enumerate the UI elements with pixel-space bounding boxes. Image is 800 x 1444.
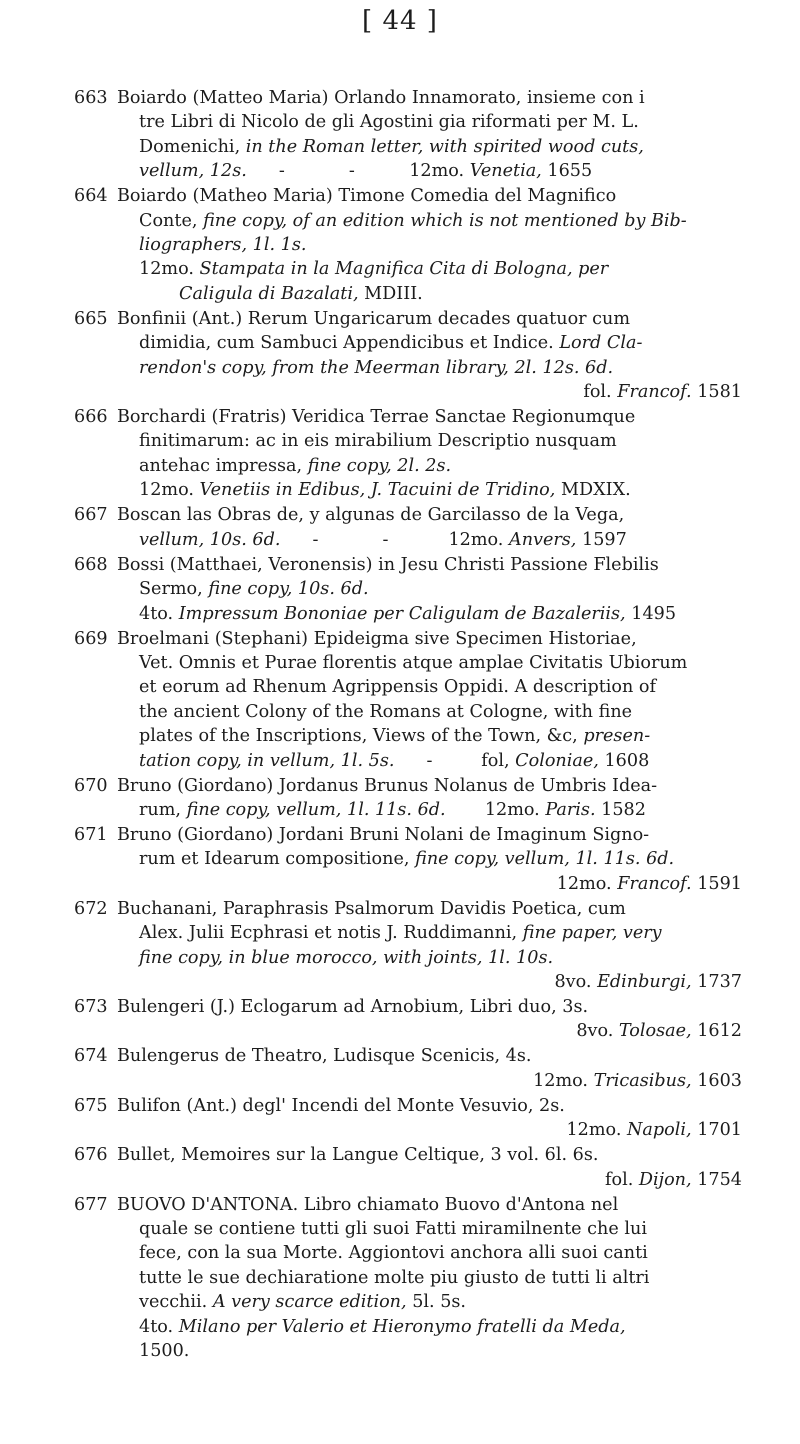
entry-line (117, 872, 742, 896)
format: 12mo. (484, 799, 540, 820)
format: 8vo. (554, 971, 592, 992)
entry-line: quale se contiene tutti gli suoi Fatti miramilnente che lui (139, 1219, 647, 1239)
format: fol. (604, 1169, 634, 1190)
entry-line: Boiardo (Matteo Maria) Orlando Innamorato, insieme con i (117, 88, 645, 108)
entry-italic-text: fine copy, 10s. 6d. (208, 579, 369, 600)
entry-line (117, 1315, 742, 1339)
entry-line: fece, con la sua Morte. Aggiontovi anchora alli suoi canti (139, 1243, 648, 1264)
catalogue-entry (74, 553, 742, 626)
entry-italic-text: presen- (583, 726, 651, 747)
entry-text: Alex. Julii Ecphrasi et notis J. Ruddimanni, (139, 923, 518, 944)
entry-text: rum et Idearum compositione, (139, 849, 410, 870)
entry-line (117, 749, 742, 773)
dash-separator: - (312, 529, 319, 550)
catalogue-entry (74, 1193, 742, 1364)
dash-separator: - (382, 529, 389, 550)
entry-line: Bonfinii (Ant.) Rerum Ungaricarum decades quatuor cum (117, 308, 631, 329)
entry-line: Buchanani, Paraphrasis Psalmorum Davidis Poetica, cum (117, 898, 626, 919)
format: 12mo. (556, 873, 612, 894)
dash-separator: - (278, 161, 285, 182)
catalogue-entry (74, 86, 742, 184)
imprint-year: MDXIX. (560, 480, 631, 501)
entry-line (117, 577, 742, 601)
entry-italic-text: rendon's copy, from the Meerman library, 2l. 12s. 6d. (139, 357, 614, 378)
entry-line: Boscan las Obras de, y algunas de Garcilasso de la Vega, (117, 505, 625, 526)
entry-line (117, 921, 742, 945)
format: 12mo. (139, 480, 194, 501)
entry-line (117, 159, 742, 183)
imprint-place: Dijon, (638, 1169, 692, 1190)
entry-line (117, 209, 742, 233)
entry-line (117, 970, 742, 994)
entry-line: Borchardi (Fratris) Veridica Terrae Sanctae Regionumque (117, 407, 636, 428)
entry-text: Domenichi, (139, 136, 241, 157)
entry-text: plates of the Inscriptions, Views of the Town, &c, (139, 726, 578, 747)
entry-line (117, 1290, 742, 1314)
entry-line: Bruno (Giordano) Jordani Bruni Nolani de Imaginum Signo- (117, 824, 650, 845)
imprint-place: Caligula di Bazalati, (179, 283, 359, 304)
entry-text: dimidia, cum Sambuci Appendicibus et Indice. (139, 333, 554, 354)
imprint-place: Impressum Bononiae per Caligulam de Bazaleriis, (178, 603, 626, 624)
entry-italic-text: vellum, 10s. 6d. (139, 529, 281, 550)
catalogue-entry (74, 1094, 742, 1143)
entry-number: 672 (74, 898, 108, 919)
format: 12mo. (409, 161, 465, 182)
page-number: [ 44 ] (362, 6, 438, 36)
catalogue-entry (74, 1044, 742, 1093)
entry-line: Vet. Omnis et Purae florentis atque amplae Civitatis Ubiorum (139, 652, 688, 673)
entry-italic-text: vellum, 12s. (139, 161, 247, 182)
entry-line: Bulifon (Ant.) degl' Incendi del Monte Vesuvio, 2s. (117, 1095, 565, 1116)
entry-line (117, 380, 742, 404)
entry-italic-text: in the Roman letter, with spirited wood cuts, (245, 136, 644, 157)
entry-line: Broelmani (Stephani) Epideigma sive Specimen Historiae, (117, 628, 637, 649)
imprint-year: 1603 (697, 1070, 742, 1091)
imprint-year: 1655 (547, 161, 593, 182)
imprint-year: 1500. (139, 1341, 190, 1362)
format: fol. (583, 382, 612, 403)
imprint-year: 1701 (697, 1120, 742, 1141)
catalogue-entry (74, 627, 742, 773)
entry-line: Bruno (Giordano) Jordanus Brunus Nolanus de Umbris Idea- (117, 775, 658, 796)
entry-line: the ancient Colony of the Romans at Cologne, with fine (139, 701, 633, 722)
entry-line (117, 847, 742, 871)
dash-separator: - (426, 750, 433, 771)
entry-line (117, 257, 742, 281)
entry-text: 5l. 5s. (412, 1292, 467, 1313)
entry-line: BUOVO D'ANTONA. Libro chiamato Buovo d'Antona nel (117, 1194, 619, 1215)
entry-number: 673 (74, 996, 108, 1017)
imprint-year: 1582 (601, 799, 646, 820)
entry-line (117, 233, 742, 257)
catalogue-entry (74, 823, 742, 896)
entry-number: 670 (74, 775, 108, 796)
format: fol, (481, 750, 510, 771)
entry-line (117, 135, 742, 159)
imprint-place: Anvers, (508, 529, 577, 550)
entry-line (117, 478, 742, 502)
entry-line (117, 602, 742, 626)
entry-italic-text: fine paper, very (522, 923, 662, 944)
entry-line (117, 798, 742, 822)
catalogue-entry (74, 995, 742, 1044)
imprint-year: 1581 (697, 382, 742, 403)
imprint-place: Paris. (545, 799, 596, 820)
dash-separator: - (348, 161, 355, 182)
imprint-year: 1737 (697, 971, 742, 992)
entry-number: 664 (74, 186, 108, 207)
imprint-year: 1591 (697, 873, 742, 894)
entry-number: 667 (74, 505, 108, 526)
catalogue-entry (74, 184, 742, 306)
imprint-place: Milano per Valerio et Hieronymo fratelli da Meda, (178, 1316, 626, 1337)
entry-number: 677 (74, 1194, 108, 1215)
entry-line (117, 1019, 742, 1043)
format: 12mo. (533, 1070, 589, 1091)
format: 4to. (139, 1316, 174, 1337)
imprint-place: Tricasibus, (593, 1070, 692, 1091)
entry-text: antehac impressa, (139, 455, 303, 476)
entry-line (117, 946, 742, 970)
entry-line (117, 331, 742, 355)
entry-line: Bulengerus de Theatro, Ludisque Scenicis, 4s. (117, 1046, 532, 1067)
entry-line: Boiardo (Matheo Maria) Timone Comedia del Magnifico (117, 186, 617, 207)
entry-line: Bullet, Memoires sur la Langue Celtique, 3 vol. 6l. 6s. (117, 1145, 599, 1166)
imprint-place: Francof. (617, 382, 692, 403)
catalogue-entry (74, 1143, 742, 1192)
entry-number: 668 (74, 554, 108, 575)
entry-line (117, 1339, 742, 1363)
entry-number: 663 (74, 88, 108, 108)
entry-number: 669 (74, 628, 108, 649)
entry-italic-text: A very scarce edition, (212, 1292, 407, 1313)
entry-number: 674 (74, 1046, 108, 1067)
imprint-place: Venetiis in Edibus, J. Tacuini de Tridino, (199, 480, 556, 501)
imprint-place: Francof. (617, 873, 692, 894)
catalogue-entry (74, 897, 742, 995)
entry-text: Conte, (139, 210, 198, 231)
entry-line: Bossi (Matthaei, Veronensis) in Jesu Christi Passione Flebilis (117, 554, 659, 575)
catalogue-entry (74, 774, 742, 823)
catalogue-entry (74, 405, 742, 503)
entry-line (117, 528, 742, 552)
entry-line (117, 1118, 742, 1142)
catalogue-entry (74, 307, 742, 405)
entry-italic-text: Lord Cla- (559, 333, 643, 354)
entry-line (117, 356, 742, 380)
entry-line: et eorum ad Rhenum Agrippensis Oppidi. A description of (139, 677, 657, 698)
entry-line (117, 1168, 742, 1192)
imprint-place: Edinburgi, (597, 971, 692, 992)
entry-text: Sermo, (139, 579, 203, 600)
imprint-year: 1495 (631, 603, 677, 624)
imprint-year: MDIII. (364, 283, 423, 304)
entry-number: 676 (74, 1145, 108, 1166)
entry-italic-text: fine copy, of an edition which is not mentioned by Bib- (203, 210, 687, 231)
entry-number: 671 (74, 824, 108, 845)
entry-number: 675 (74, 1095, 108, 1116)
entry-italic-text: fine copy, 2l. 2s. (307, 455, 452, 476)
imprint-year: 1754 (697, 1169, 742, 1190)
entry-line (117, 1069, 742, 1093)
catalogue-entries (74, 86, 742, 1364)
entry-line (117, 724, 742, 748)
entry-italic-text: fine copy, in blue morocco, with joints, 1l. 10s. (139, 947, 554, 968)
entry-line: tre Libri di Nicolo de gli Agostini gia riformati per M. L. (139, 112, 639, 133)
entry-line (117, 454, 742, 478)
format: 4to. (139, 603, 174, 624)
format: 12mo. (566, 1120, 622, 1141)
format: 12mo. (448, 529, 504, 550)
catalogue-entry (74, 503, 742, 552)
entry-text: vecchii. (139, 1292, 208, 1313)
imprint-year: 1608 (604, 750, 650, 771)
entry-italic-text: tation copy, in vellum, 1l. 5s. (139, 750, 395, 771)
entry-italic-text: fine copy, vellum, 1l. 11s. 6d. (186, 799, 446, 820)
imprint-year: 1597 (582, 529, 627, 550)
imprint-place: Napoli, (627, 1120, 692, 1141)
entry-italic-text: fine copy, vellum, 1l. 11s. 6d. (415, 849, 675, 870)
entry-line: Bulengeri (J.) Eclogarum ad Arnobium, Libri duo, 3s. (117, 996, 589, 1017)
entry-line (117, 282, 742, 306)
entry-line: tutte le sue dechiaratione molte piu giusto de tutti li altri (139, 1267, 650, 1288)
entry-number: 666 (74, 407, 108, 428)
entry-number: 665 (74, 308, 108, 329)
format: 12mo. (139, 259, 194, 280)
entry-italic-text: liographers, 1l. 1s. (139, 235, 307, 256)
entry-text: rum, (139, 799, 182, 820)
entry-line: finitimarum: ac in eis mirabilium Descriptio nusquam (139, 431, 617, 452)
imprint-place: Venetia, (469, 161, 542, 182)
format: 8vo. (576, 1021, 614, 1042)
imprint-place: Coloniae, (515, 750, 599, 771)
imprint-place: Tolosae, (618, 1021, 692, 1042)
imprint-year: 1612 (697, 1021, 742, 1042)
imprint-place: Stampata in la Magnifica Cita di Bologna, per (199, 259, 609, 280)
